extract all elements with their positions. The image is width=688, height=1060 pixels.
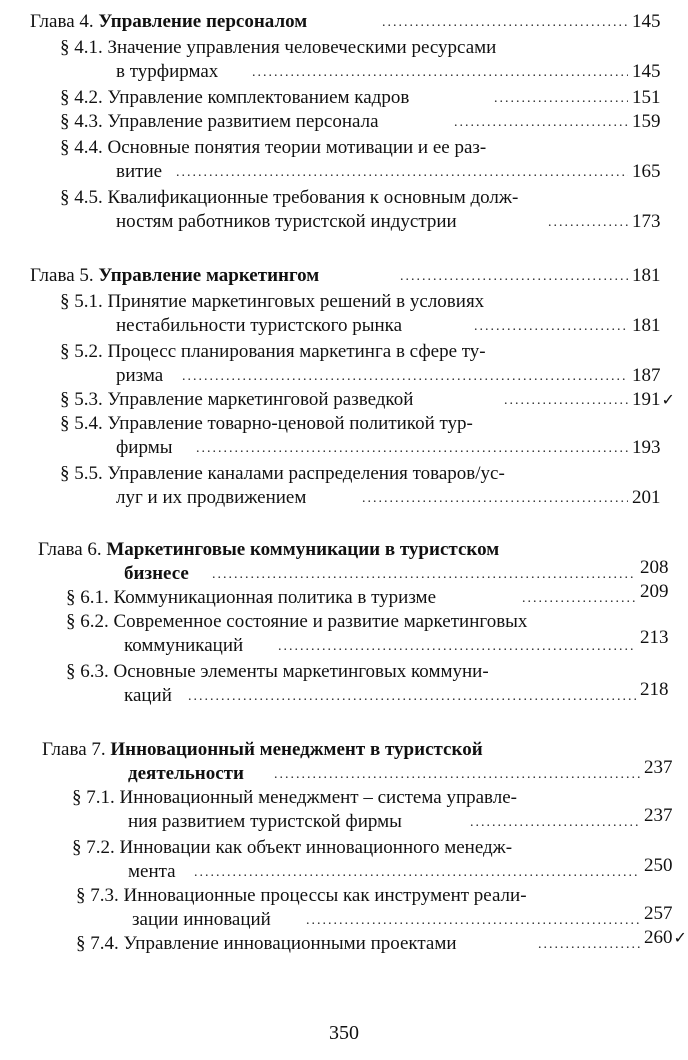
section-title: Управление каналами распределения товаров/ус-	[107, 463, 505, 484]
page-number: 237	[644, 757, 673, 778]
page-number: 145	[632, 11, 661, 32]
section-number: § 6.2.	[66, 611, 109, 632]
leader-dots	[306, 908, 640, 932]
section-number: § 7.3.	[76, 885, 119, 906]
page-number: 208	[640, 557, 669, 578]
section-title: Квалификационные требования к основным долж-	[107, 187, 519, 208]
section-line	[60, 462, 505, 486]
section-title-continued: коммуникаций	[124, 635, 244, 656]
leader-dots	[188, 684, 636, 708]
chapter-title: Управление маркетингом	[98, 265, 320, 286]
section-number: § 5.3.	[60, 389, 103, 410]
chapter-label: Глава 5.	[30, 265, 94, 286]
section-number: § 5.4.	[60, 413, 103, 434]
chapter-title: Управление персоналом	[98, 11, 308, 32]
section-title-continued: зации инноваций	[132, 909, 271, 930]
chapter-heading	[42, 738, 483, 762]
section-title: Инновации как объект инновационного менедж-	[119, 837, 513, 858]
section-number: § 4.5.	[60, 187, 103, 208]
section-line	[60, 290, 484, 314]
section-title: Значение управления человеческими ресурсами	[107, 37, 497, 58]
section-line	[60, 412, 473, 436]
section-number: § 4.2.	[60, 87, 103, 108]
section-title-continued: ностям работников туристской индустрии	[116, 211, 457, 232]
chapter-heading	[30, 10, 307, 34]
leader-dots	[400, 264, 628, 288]
checkmark-icon: ✓	[661, 392, 675, 409]
leader-dots	[176, 160, 628, 184]
section-number: § 7.4.	[76, 933, 119, 954]
leader-dots	[382, 10, 628, 34]
chapter-label: Глава 7.	[42, 739, 106, 760]
page-number: 181	[632, 265, 661, 286]
page-number: 173	[632, 211, 661, 232]
section-line	[76, 884, 527, 908]
chapter-label: Глава 4.	[30, 11, 94, 32]
section-title-continued: в турфирмах	[116, 61, 219, 82]
chapter-heading	[38, 538, 499, 562]
section-number: § 4.3.	[60, 111, 103, 132]
section-title: Процесс планирования маркетинга в сфере ту-	[107, 341, 486, 362]
section-line	[60, 110, 379, 134]
section-title-continued: витие	[116, 161, 163, 182]
section-title: Принятие маркетинговых решений в условиях	[107, 291, 485, 312]
leader-dots	[454, 110, 628, 134]
section-title-continued: нестабильности туристского рынка	[116, 315, 403, 336]
page-number: 257	[644, 903, 673, 924]
section-line	[60, 186, 518, 210]
section-title-continued: луг и их продвижением	[116, 487, 307, 508]
section-title: Управление инновационными проектами	[123, 933, 457, 954]
leader-dots	[362, 486, 628, 510]
page-number: 201	[632, 487, 661, 508]
section-title-continued: мента	[128, 861, 176, 882]
section-title-continued: фирмы	[116, 437, 173, 458]
section-title: Управление товарно-ценовой политикой тур-	[107, 413, 473, 434]
chapter-title: Инновационный менеджмент в туристской	[110, 739, 483, 760]
section-number: § 4.1.	[60, 37, 103, 58]
section-number: § 4.4.	[60, 137, 103, 158]
page-number: 165	[632, 161, 661, 182]
section-title: Основные понятия теории мотивации и ее раз-	[107, 137, 487, 158]
section-line	[66, 586, 436, 610]
section-number: § 6.3.	[66, 661, 109, 682]
page-number: 250	[644, 855, 673, 876]
leader-dots	[194, 860, 640, 884]
section-number: § 5.5.	[60, 463, 103, 484]
section-title-continued: каций	[124, 685, 172, 706]
section-number: § 7.2.	[72, 837, 115, 858]
chapter-label: Глава 6.	[38, 539, 102, 560]
page-number: 193	[632, 437, 661, 458]
leader-dots	[504, 388, 628, 412]
page-number: 151	[632, 87, 661, 108]
leader-dots	[474, 314, 628, 338]
section-number: § 6.1.	[66, 587, 109, 608]
section-line	[60, 86, 409, 110]
section-line	[66, 610, 527, 634]
checkmark-icon: ✓	[673, 930, 687, 947]
section-line	[66, 660, 489, 684]
section-line	[60, 340, 486, 364]
page-number: 209	[640, 581, 669, 602]
section-line	[60, 36, 496, 60]
leader-dots	[538, 932, 640, 956]
leader-dots	[278, 634, 636, 658]
leader-dots	[274, 762, 640, 786]
leader-dots	[522, 586, 636, 610]
leader-dots	[212, 562, 636, 586]
section-title-continued: ризма	[116, 365, 164, 386]
page-number: 181	[632, 315, 661, 336]
section-title: Управление комплектованием кадров	[107, 87, 410, 108]
page-number: 159	[632, 111, 661, 132]
chapter-heading	[30, 264, 319, 288]
leader-dots	[470, 810, 640, 834]
leader-dots	[252, 60, 628, 84]
section-title-continued: ния развитием туристской фирмы	[128, 811, 402, 832]
section-title: Коммуникационная политика в туризме	[113, 587, 437, 608]
section-title: Управление развитием персонала	[107, 111, 379, 132]
leader-dots	[196, 436, 628, 460]
section-line	[60, 136, 486, 160]
page-number: 191	[632, 389, 661, 410]
leader-dots	[548, 210, 628, 234]
page-number: 237	[644, 805, 673, 826]
section-number: § 5.1.	[60, 291, 103, 312]
section-line	[72, 786, 517, 810]
page-number: 213	[640, 627, 669, 648]
leader-dots	[494, 86, 628, 110]
page-number: 260	[644, 927, 673, 948]
chapter-title: Маркетинговые коммуникации в туристском	[106, 539, 500, 560]
chapter-title-continued: деятельности	[128, 763, 244, 784]
section-title: Инновационный менеджмент – система управле-	[119, 787, 518, 808]
leader-dots	[182, 364, 628, 388]
page-number: 187	[632, 365, 661, 386]
chapter-title-continued: бизнесе	[124, 563, 189, 584]
section-line	[60, 388, 413, 412]
page-footer-number: 350	[329, 1022, 359, 1044]
section-title: Управление маркетинговой разведкой	[107, 389, 414, 410]
page-number: 145	[632, 61, 661, 82]
section-title: Современное состояние и развитие маркетинговых	[113, 611, 528, 632]
section-number: § 5.2.	[60, 341, 103, 362]
section-line	[76, 932, 457, 956]
section-title: Основные элементы маркетинговых коммуни-	[113, 661, 489, 682]
section-line	[72, 836, 512, 860]
page-number: 218	[640, 679, 669, 700]
section-number: § 7.1.	[72, 787, 115, 808]
page-number-with-mark	[644, 926, 687, 950]
page-number-with-mark	[632, 388, 675, 412]
section-title: Инновационные процессы как инструмент реали-	[123, 885, 527, 906]
